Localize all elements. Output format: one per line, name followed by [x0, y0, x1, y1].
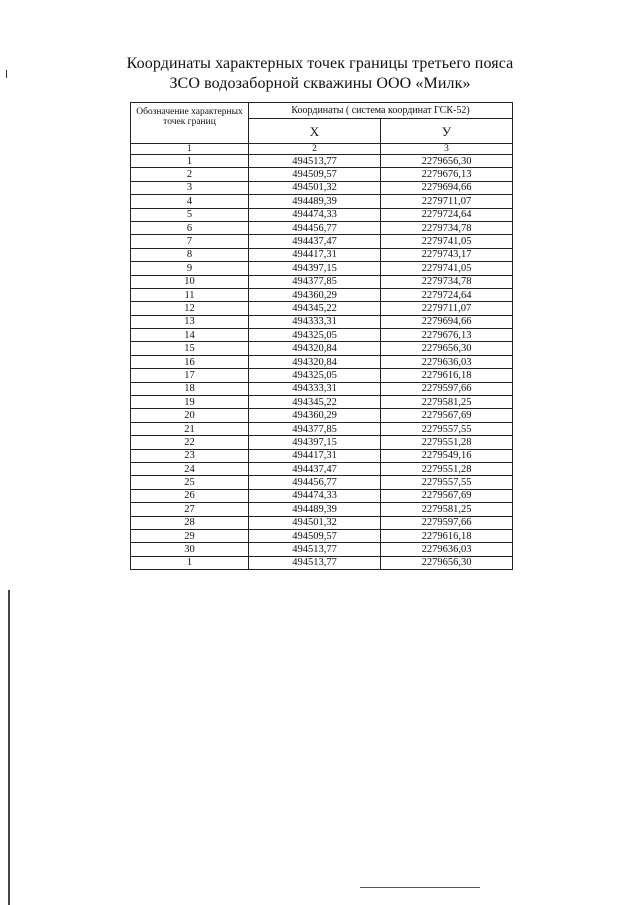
point-cell: 28 — [131, 516, 249, 529]
x-coordinate-cell: 494513,77 — [249, 543, 381, 556]
x-coordinate-cell: 494501,32 — [249, 516, 381, 529]
y-coordinate-cell: 2279567,69 — [381, 409, 513, 422]
y-coordinate-cell: 2279743,17 — [381, 248, 513, 261]
y-coordinate-cell: 2279711,07 — [381, 302, 513, 315]
y-coordinate-cell: 2279656,30 — [381, 342, 513, 355]
x-coordinate-cell: 494417,31 — [249, 248, 381, 261]
y-coordinate-cell: 2279724,64 — [381, 288, 513, 301]
x-coordinate-cell: 494513,77 — [249, 556, 381, 569]
table-row — [131, 449, 513, 462]
y-coordinate-cell: 2279734,78 — [381, 221, 513, 234]
point-cell: 1 — [131, 155, 249, 168]
y-coordinate-cell: 2279549,16 — [381, 449, 513, 462]
y-coordinate-cell: 2279616,18 — [381, 369, 513, 382]
y-coordinate-cell: 2279741,05 — [381, 235, 513, 248]
y-coordinate-cell: 2279581,25 — [381, 503, 513, 516]
table-row — [131, 168, 513, 181]
x-coordinate-cell: 494474,33 — [249, 489, 381, 502]
x-coordinate-cell: 494377,85 — [249, 275, 381, 288]
y-coordinate-cell: 2279551,28 — [381, 462, 513, 475]
point-cell: 22 — [131, 436, 249, 449]
header-x: X — [249, 119, 381, 144]
y-coordinate-cell: 2279694,66 — [381, 181, 513, 194]
point-cell: 18 — [131, 382, 249, 395]
header-point-label: Обозначение характерных точек границ — [131, 103, 249, 144]
y-coordinate-cell: 2279676,13 — [381, 329, 513, 342]
y-coordinate-cell: 2279711,07 — [381, 195, 513, 208]
x-coordinate-cell: 494474,33 — [249, 208, 381, 221]
point-cell: 8 — [131, 248, 249, 261]
point-cell: 19 — [131, 396, 249, 409]
header-coordinates-label: Координаты ( система координат ГСК-52) — [249, 103, 513, 119]
coordinates-table-body — [131, 103, 513, 570]
point-cell: 10 — [131, 275, 249, 288]
table-row — [131, 529, 513, 542]
table-row — [131, 489, 513, 502]
header-y: У — [381, 119, 513, 144]
scan-bottom-line — [360, 887, 480, 888]
point-cell: 21 — [131, 422, 249, 435]
y-coordinate-cell: 2279557,55 — [381, 476, 513, 489]
y-coordinate-cell: 2279581,25 — [381, 396, 513, 409]
column-number-3: 3 — [381, 144, 513, 155]
x-coordinate-cell: 494333,31 — [249, 382, 381, 395]
point-cell: 3 — [131, 181, 249, 194]
point-cell: 9 — [131, 262, 249, 275]
point-cell: 30 — [131, 543, 249, 556]
y-coordinate-cell: 2279676,13 — [381, 168, 513, 181]
y-coordinate-cell: 2279656,30 — [381, 155, 513, 168]
point-cell: 13 — [131, 315, 249, 328]
table-row — [131, 302, 513, 315]
table-row — [131, 275, 513, 288]
x-coordinate-cell: 494417,31 — [249, 449, 381, 462]
table-row — [131, 462, 513, 475]
x-coordinate-cell: 494489,39 — [249, 195, 381, 208]
point-cell: 2 — [131, 168, 249, 181]
table-row — [131, 181, 513, 194]
point-cell: 6 — [131, 221, 249, 234]
point-cell: 17 — [131, 369, 249, 382]
y-coordinate-cell: 2279551,28 — [381, 436, 513, 449]
table-row — [131, 409, 513, 422]
point-cell: 24 — [131, 462, 249, 475]
y-coordinate-cell: 2279694,66 — [381, 315, 513, 328]
point-cell: 16 — [131, 355, 249, 368]
point-cell: 4 — [131, 195, 249, 208]
y-coordinate-cell: 2279741,05 — [381, 262, 513, 275]
x-coordinate-cell: 494489,39 — [249, 503, 381, 516]
table-row — [131, 369, 513, 382]
table-row — [131, 556, 513, 569]
point-cell: 1 — [131, 556, 249, 569]
y-coordinate-cell: 2279724,64 — [381, 208, 513, 221]
x-coordinate-cell: 494320,84 — [249, 342, 381, 355]
table-row — [131, 543, 513, 556]
x-coordinate-cell: 494325,05 — [249, 329, 381, 342]
y-coordinate-cell: 2279636,03 — [381, 355, 513, 368]
column-number-2: 2 — [249, 144, 381, 155]
y-coordinate-cell: 2279616,18 — [381, 529, 513, 542]
point-cell: 15 — [131, 342, 249, 355]
x-coordinate-cell: 494509,57 — [249, 529, 381, 542]
table-row — [131, 382, 513, 395]
point-cell: 12 — [131, 302, 249, 315]
point-cell: 29 — [131, 529, 249, 542]
table-row — [131, 248, 513, 261]
title-line-1: Координаты характерных точек границы третьего пояса — [126, 55, 514, 72]
point-cell: 20 — [131, 409, 249, 422]
point-cell: 7 — [131, 235, 249, 248]
x-coordinate-cell: 494345,22 — [249, 396, 381, 409]
y-coordinate-cell: 2279597,66 — [381, 382, 513, 395]
y-coordinate-cell: 2279557,55 — [381, 422, 513, 435]
x-coordinate-cell: 494333,31 — [249, 315, 381, 328]
x-coordinate-cell: 494456,77 — [249, 221, 381, 234]
table-row — [131, 315, 513, 328]
point-cell: 25 — [131, 476, 249, 489]
table-row — [131, 208, 513, 221]
coordinates-table — [130, 102, 513, 570]
table-row — [131, 195, 513, 208]
point-cell: 26 — [131, 489, 249, 502]
scan-edge-line — [8, 590, 10, 905]
document-title — [0, 54, 640, 94]
point-cell: 5 — [131, 208, 249, 221]
point-cell: 14 — [131, 329, 249, 342]
table-row — [131, 516, 513, 529]
x-coordinate-cell: 494397,15 — [249, 436, 381, 449]
y-coordinate-cell: 2279567,69 — [381, 489, 513, 502]
table-row — [131, 355, 513, 368]
column-number-row — [131, 144, 513, 155]
table-row — [131, 436, 513, 449]
y-coordinate-cell: 2279656,30 — [381, 556, 513, 569]
table-row — [131, 396, 513, 409]
point-cell: 27 — [131, 503, 249, 516]
x-coordinate-cell: 494345,22 — [249, 302, 381, 315]
table-row — [131, 422, 513, 435]
x-coordinate-cell: 494501,32 — [249, 181, 381, 194]
x-coordinate-cell: 494320,84 — [249, 355, 381, 368]
table-row — [131, 262, 513, 275]
table-row — [131, 503, 513, 516]
table-row — [131, 329, 513, 342]
table-row — [131, 476, 513, 489]
y-coordinate-cell: 2279734,78 — [381, 275, 513, 288]
table-row — [131, 342, 513, 355]
x-coordinate-cell: 494360,29 — [249, 288, 381, 301]
x-coordinate-cell: 494437,47 — [249, 235, 381, 248]
title-line-2: ЗСО водозаборной скважины ООО «Милк» — [169, 75, 471, 92]
x-coordinate-cell: 494437,47 — [249, 462, 381, 475]
x-coordinate-cell: 494513,77 — [249, 155, 381, 168]
column-number-1: 1 — [131, 144, 249, 155]
y-coordinate-cell: 2279597,66 — [381, 516, 513, 529]
table-row — [131, 235, 513, 248]
x-coordinate-cell: 494456,77 — [249, 476, 381, 489]
table-row — [131, 288, 513, 301]
y-coordinate-cell: 2279636,03 — [381, 543, 513, 556]
point-cell: 11 — [131, 288, 249, 301]
point-cell: 23 — [131, 449, 249, 462]
table-row — [131, 221, 513, 234]
x-coordinate-cell: 494377,85 — [249, 422, 381, 435]
x-coordinate-cell: 494509,57 — [249, 168, 381, 181]
x-coordinate-cell: 494397,15 — [249, 262, 381, 275]
x-coordinate-cell: 494325,05 — [249, 369, 381, 382]
header-row-1 — [131, 103, 513, 119]
x-coordinate-cell: 494360,29 — [249, 409, 381, 422]
table-row — [131, 155, 513, 168]
